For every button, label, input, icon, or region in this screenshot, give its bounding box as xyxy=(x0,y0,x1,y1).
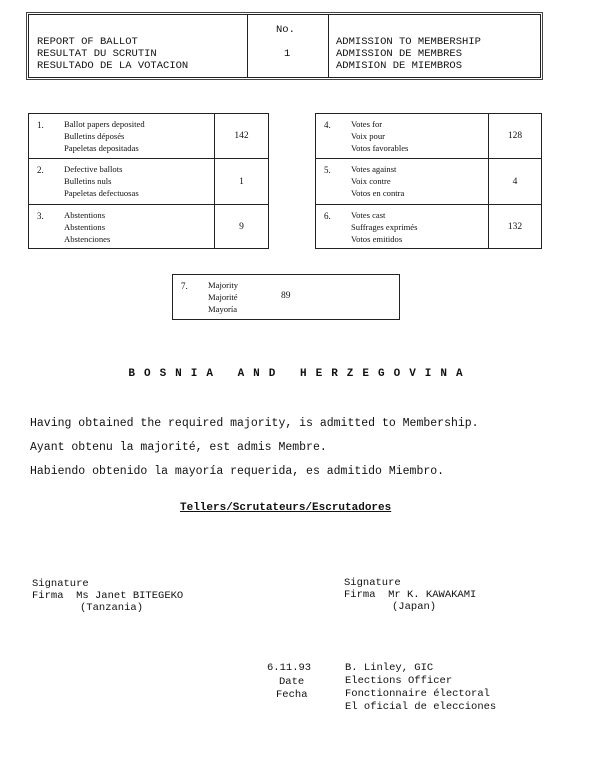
result-label-es: Mayoría xyxy=(208,304,238,314)
result-labels xyxy=(64,209,110,245)
report-number-cell xyxy=(248,15,329,77)
result-label-en: Defective ballots xyxy=(64,164,123,174)
result-labels xyxy=(64,163,139,199)
result-number: 7. xyxy=(181,281,188,291)
teller-2-signature-label: Signature xyxy=(344,577,401,589)
result-label-es: Votos emitidos xyxy=(351,234,403,244)
result-label-fr: Suffrages exprimés xyxy=(351,222,418,232)
admission-title-en: ADMISSION TO MEMBERSHIP xyxy=(336,36,481,48)
result-label-es: Papeletas defectuosas xyxy=(64,188,139,198)
result-value: 128 xyxy=(488,114,541,158)
result-box-votes-for xyxy=(315,113,542,159)
admission-title-fr: ADMISSION DE MEMBRES xyxy=(336,48,463,60)
result-value: 9 xyxy=(214,205,268,248)
result-label-fr: Majorité xyxy=(208,292,238,302)
result-labels xyxy=(351,209,417,245)
result-label-en: Ballot papers deposited xyxy=(64,119,145,129)
report-title-es: RESULTADO DE LA VOTACION xyxy=(37,60,189,72)
result-label-fr: Voix pour xyxy=(351,131,385,141)
result-number: 3. xyxy=(37,211,44,221)
result-label-fr: Abstentions xyxy=(64,222,106,232)
statement-fr: Ayant obtenu la majorité, est admis Membre. xyxy=(30,441,327,454)
result-label-en: Majority xyxy=(208,280,239,290)
result-value: 132 xyxy=(488,205,541,248)
result-labels xyxy=(351,163,404,199)
result-box-majority xyxy=(172,274,400,320)
report-title-fr: RESULTAT DU SCRUTIN xyxy=(37,48,157,60)
tellers-heading: Tellers/Scrutateurs/Escrutadores xyxy=(180,502,392,514)
date-value: 6.11.93 xyxy=(267,662,312,674)
report-title-en: REPORT OF BALLOT xyxy=(37,36,138,48)
result-label-en: Abstentions xyxy=(64,210,106,220)
result-box-votes-against xyxy=(315,158,542,205)
result-labels xyxy=(208,279,238,315)
statement-es: Habiendo obtenido la mayoría requerida, es admitido Miembro. xyxy=(30,465,445,478)
officer-title-en: Elections Officer xyxy=(345,675,453,687)
result-labels xyxy=(351,118,408,154)
result-value: 1 xyxy=(214,159,268,204)
result-number: 2. xyxy=(37,165,44,175)
result-label-en: Votes against xyxy=(351,164,397,174)
officer-title-fr: Fonctionnaire électoral xyxy=(345,688,490,700)
report-number-label: No. xyxy=(276,24,295,36)
result-value: 142 xyxy=(214,114,268,158)
result-label-en: Votes for xyxy=(351,119,383,129)
report-number-value: 1 xyxy=(284,48,291,60)
result-label-en: Votes cast xyxy=(351,210,386,220)
country-name: BOSNIA AND HERZEGOVINA xyxy=(128,368,472,380)
admission-title-es: ADMISION DE MIEMBROS xyxy=(336,60,463,72)
result-number: 6. xyxy=(324,211,331,221)
admission-title-cell xyxy=(329,15,540,77)
officer-title-es: El oficial de elecciones xyxy=(345,701,497,713)
teller-1-firma-line: Firma Ms Janet BITEGEKO xyxy=(32,590,184,602)
result-box-ballots-deposited xyxy=(28,113,269,159)
result-label-fr: Bulletins déposés xyxy=(64,131,125,141)
report-header-box xyxy=(28,14,541,78)
teller-2-firma-line: Firma Mr K. KAWAKAMI xyxy=(344,589,477,601)
date-label: Date xyxy=(279,676,305,688)
report-title-cell xyxy=(29,15,248,77)
result-value: 4 xyxy=(488,159,541,204)
teller-1-signature-label: Signature xyxy=(32,578,89,590)
result-number: 4. xyxy=(324,120,331,130)
majority-value: 89 xyxy=(281,291,291,301)
result-label-fr: Bulletins nuls xyxy=(64,176,112,186)
result-box-votes-cast xyxy=(315,204,542,249)
result-number: 5. xyxy=(324,165,331,175)
result-label-es: Votos en contra xyxy=(351,188,405,198)
result-number: 1. xyxy=(37,120,44,130)
result-label-es: Abstenciones xyxy=(64,234,111,244)
result-label-es: Papeletas depositadas xyxy=(64,143,139,153)
teller-1-country: (Tanzania) xyxy=(80,602,144,614)
result-box-defective-ballots xyxy=(28,158,269,205)
result-box-abstentions xyxy=(28,204,269,249)
result-label-es: Votos favorables xyxy=(351,143,409,153)
result-label-fr: Voix contre xyxy=(351,176,391,186)
result-labels xyxy=(64,118,145,154)
statement-en: Having obtained the required majority, is admitted to Membership. xyxy=(30,417,479,430)
officer-name: B. Linley, GIC xyxy=(345,662,434,674)
teller-2-country: (Japan) xyxy=(392,601,437,613)
fecha-label: Fecha xyxy=(276,689,308,701)
